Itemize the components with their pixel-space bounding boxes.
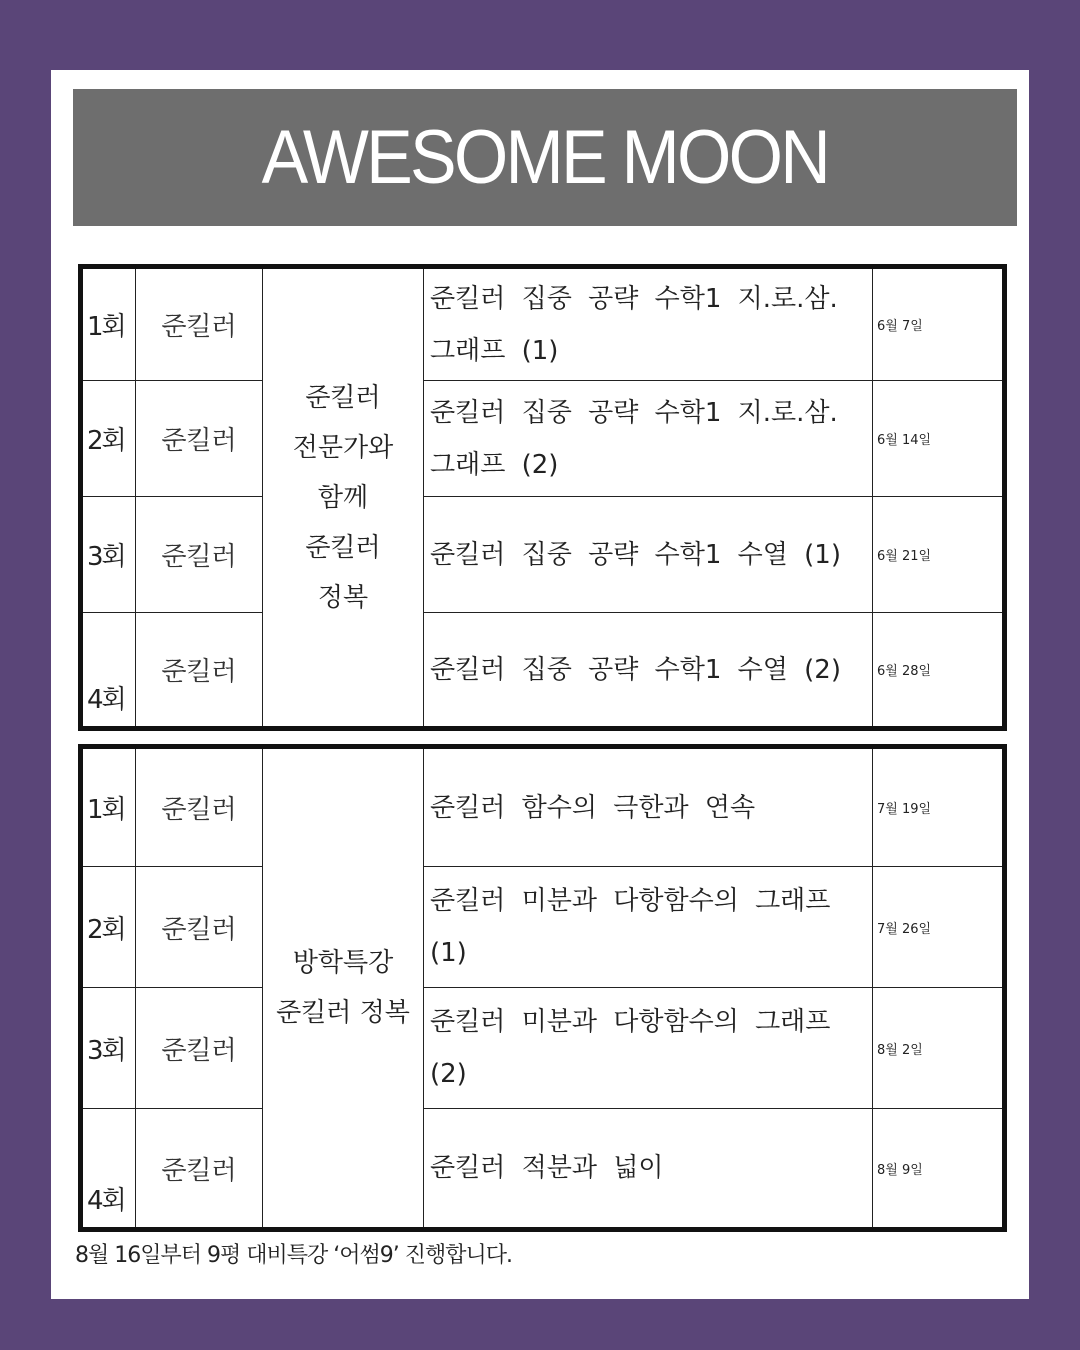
topic-line: 준킬러 집중 공략 수학1 지.로.삼. xyxy=(430,397,838,428)
instructor-name: 준킬러 xyxy=(136,381,263,497)
lecture-topic xyxy=(424,1109,873,1230)
topic-line: 준킬러 미분과 다항함수의 그래프 (1) xyxy=(430,886,831,968)
instructor-name: 준킬러 xyxy=(136,497,263,613)
lecture-topic xyxy=(424,381,873,497)
session-number: 4회 xyxy=(81,613,136,729)
table-row xyxy=(81,381,1005,497)
lecture-topic xyxy=(424,747,873,867)
series-title-line: 전문가와 xyxy=(292,432,394,463)
topic-line: 준킬러 함수의 극한과 연속 xyxy=(430,792,756,823)
series-title-line: 방학특강 xyxy=(292,948,394,978)
session-number: 2회 xyxy=(81,867,136,988)
table-row xyxy=(81,747,1005,867)
series-title xyxy=(263,747,424,1230)
lecture-topic xyxy=(424,267,873,381)
lecture-date: 7월 26일 xyxy=(873,867,1005,988)
session-number: 3회 xyxy=(81,497,136,613)
table-row xyxy=(81,613,1005,729)
lecture-date: 8월 9일 xyxy=(873,1109,1005,1230)
session-number: 3회 xyxy=(81,988,136,1109)
topic-line: 준킬러 집중 공략 수학1 수열 (2) xyxy=(430,654,841,685)
table-row xyxy=(81,867,1005,988)
lecture-topic xyxy=(424,867,873,988)
footer-note: 8월 16일부터 9평 대비특강 ‘어썸9’ 진행합니다. xyxy=(75,1243,512,1268)
schedule-table-2 xyxy=(78,744,1007,1232)
lecture-topic xyxy=(424,988,873,1109)
series-title-line: 준킬러 xyxy=(305,382,381,413)
series-title-line: 함께 xyxy=(317,482,369,513)
lecture-date: 6월 7일 xyxy=(873,267,1005,381)
banner-title: AWESOME MOON xyxy=(261,115,829,200)
session-number: 4회 xyxy=(81,1109,136,1230)
table-row xyxy=(81,1109,1005,1230)
lecture-topic xyxy=(424,613,873,729)
instructor-name: 준킬러 xyxy=(136,988,263,1109)
title-banner xyxy=(73,89,1017,226)
lecture-date: 8월 2일 xyxy=(873,988,1005,1109)
instructor-name: 준킬러 xyxy=(136,1109,263,1230)
lecture-topic xyxy=(424,497,873,613)
instructor-name: 준킬러 xyxy=(136,747,263,867)
series-title xyxy=(263,267,424,729)
session-number: 2회 xyxy=(81,381,136,497)
table-row xyxy=(81,267,1005,381)
series-title-line: 정복 xyxy=(317,582,369,613)
instructor-name: 준킬러 xyxy=(136,867,263,988)
topic-line: 준킬러 적분과 넓이 xyxy=(430,1153,664,1183)
topic-line: 준킬러 미분과 다항함수의 그래프 (2) xyxy=(430,1007,831,1089)
session-number: 1회 xyxy=(81,747,136,867)
schedule-table-1 xyxy=(78,264,1007,731)
lecture-date: 6월 28일 xyxy=(873,613,1005,729)
topic-line: 준킬러 집중 공략 수학1 지.로.삼. xyxy=(430,283,838,314)
instructor-name: 준킬러 xyxy=(136,613,263,729)
series-title-line: 준킬러 정복 xyxy=(276,998,410,1028)
schedule-card xyxy=(51,70,1029,1299)
topic-line: 그래프 (1) xyxy=(430,335,559,366)
topic-line: 준킬러 집중 공략 수학1 수열 (1) xyxy=(430,539,841,570)
table-row xyxy=(81,497,1005,613)
session-number: 1회 xyxy=(81,267,136,381)
lecture-date: 6월 21일 xyxy=(873,497,1005,613)
topic-line: 그래프 (2) xyxy=(430,449,559,480)
lecture-date: 7월 19일 xyxy=(873,747,1005,867)
instructor-name: 준킬러 xyxy=(136,267,263,381)
lecture-date: 6월 14일 xyxy=(873,381,1005,497)
table-row xyxy=(81,988,1005,1109)
series-title-line: 준킬러 xyxy=(305,532,381,563)
